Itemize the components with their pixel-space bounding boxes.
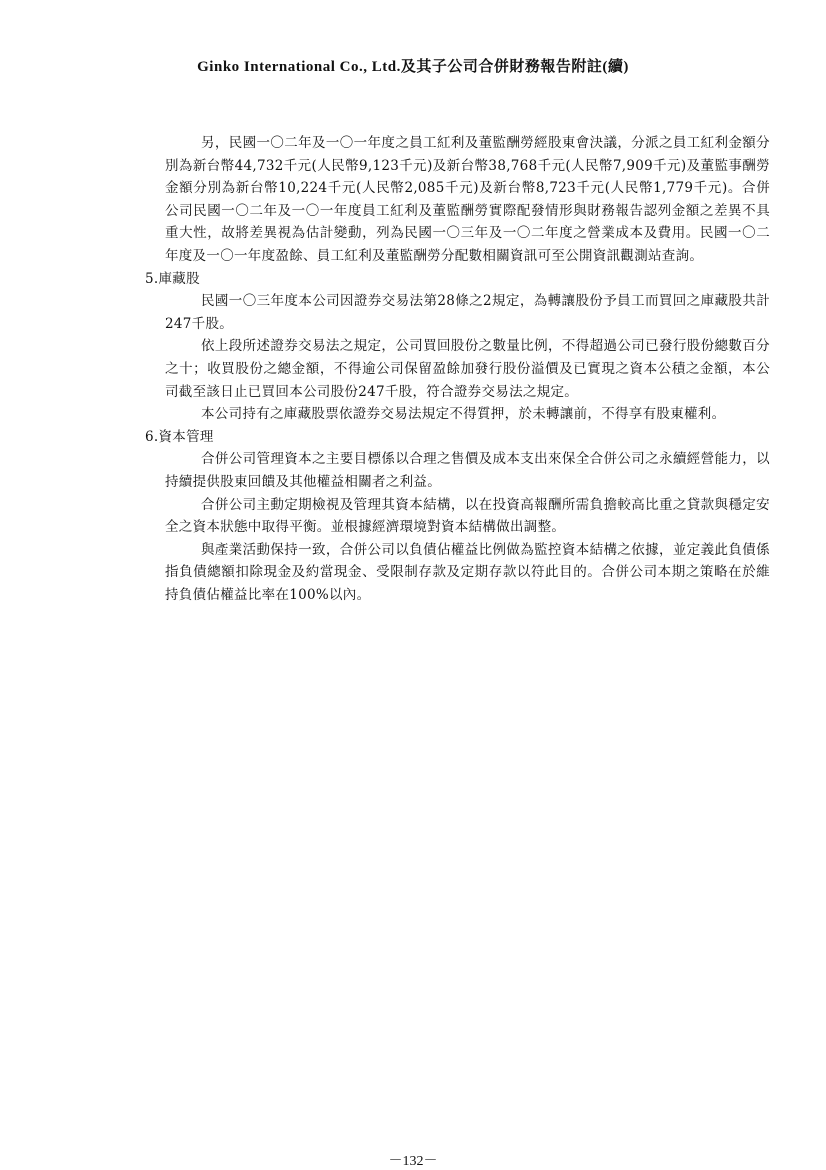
capital-management-paragraph-2: 合併公司主動定期檢視及管理其資本結構，以在投資高報酬所需負擔較高比重之貸款與穩定安全之資本狀態中取得平衡。並根據經濟環境對資本結構做出調整。 — [165, 496, 770, 536]
treasury-stock-paragraph-3: 本公司持有之庫藏股票依證券交易法規定不得質押，於未轉讓前，不得享有股東權利。 — [201, 406, 726, 423]
section-heading-capital-management: 6.資本管理 — [145, 428, 214, 445]
section-heading-treasury-stock: 5.庫藏股 — [145, 270, 200, 287]
treasury-stock-paragraph-2: 依上段所述證券交易法之規定，公司買回股份之數量比例，不得超過公司已發行股份總數百分之十；收買股份之總金額，不得逾公司保留盈餘加發行股份溢價及已實現之資本公積之金額，本公司截至該日止已買回本公司股份247千股，符合證券交易法之規定。 — [165, 338, 770, 400]
treasury-stock-paragraph-1: 民國一〇三年度本公司因證券交易法第28條之2規定，為轉讓股份予員工而買回之庫藏股共計247千股。 — [165, 293, 770, 332]
capital-management-paragraph-1: 合併公司管理資本之主要目標係以合理之售價及成本支出來保全合併公司之永續經營能力，以持續提供股東回饋及其他權益相關者之利益。 — [165, 451, 770, 490]
section-treasury-stock — [145, 268, 770, 426]
intro-paragraph: 另，民國一〇二年及一〇一年度之員工紅利及董監酬勞經股東會決議，分派之員工紅利金額分別為新台幣44,732千元(人民幣9,123千元)及新台幣38,768千元(人民幣7,909千元)及董監事酬勞金額分別為新台幣10,224千元(人民幣2,085千元)及新台幣8,723千元(人民幣1,779千元)。合併公司民國一〇二年及一〇一年度員工紅利及董監酬勞實際配發情形與財務報告認列金額之差異不具重大性，故將差異視為估計變動，列為民國一〇三年及一〇二年度之營業成本及費用。民國一〇二年度及一〇一年度盈餘、員工紅利及董監酬勞分配數相關資訊可至公開資訊觀測站查詢。 — [165, 135, 770, 264]
section-capital-management — [145, 426, 770, 607]
capital-management-paragraph-3: 與產業活動保持一致，合併公司以負債佔權益比例做為監控資本結構之依據，並定義此負債係指負債總額扣除現金及約當現金、受限制存款及定期存款以符此目的。合併公司本期之策略在於維持負債佔權益比率在100%以內。 — [165, 541, 770, 603]
page-number: －132－ — [388, 1154, 438, 1169]
document-body — [145, 132, 770, 606]
page-header-title: Ginko International Co., Ltd.及其子公司合併財務報告附註(續) — [197, 59, 629, 75]
